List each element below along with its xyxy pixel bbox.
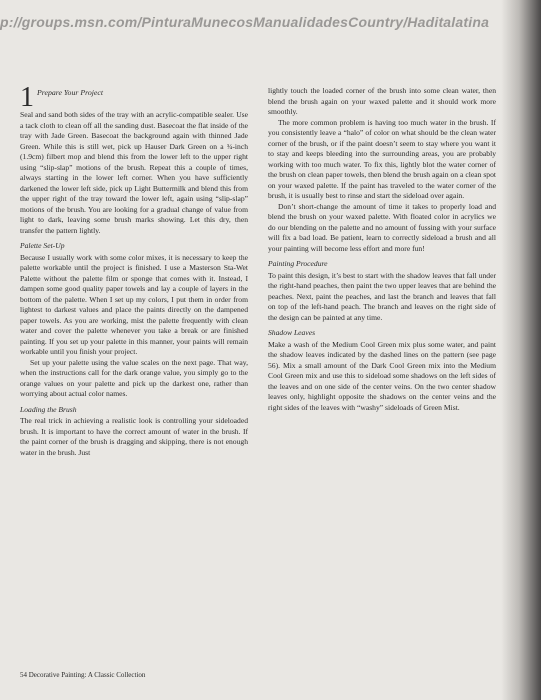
page-number: 54 bbox=[20, 671, 27, 679]
loading-paragraph-continued: lightly touch the loaded corner of the brush into some clean water, then blend the brush again on your waxed palette and it should work more smoothly. bbox=[268, 86, 496, 116]
loading-paragraph-1: The real trick in achieving a realistic look is controlling your sideloaded brush. It is important to have the correct amount of water in the brush. If the paint corner of the brush is dragging and skipping, there is not enough water in the brush. Just bbox=[20, 416, 248, 457]
left-column bbox=[20, 82, 248, 458]
shadow-leaves-paragraph: Make a wash of the Medium Cool Green mix plus some water, and paint the shadow leaves indicated by the dashed lines on the pattern (see page 56). Mix a small amount of the Dark Cool Green mix into the Medium Cool Green mix and use this to sideload some shadows on the left sides of the leaves and on one side of the center veins. On the two center shadow leaves only, highlight opposite the shadows on the center veins and the right sides of the leaves with “washy” sideloads of Green Mist. bbox=[268, 339, 496, 412]
procedure-paragraph: To paint this design, it’s best to start with the shadow leaves that fall under the right-hand peaches, then paint the two upper leaves that are behind the peaches. Next, paint the peaches, and last the branch and leaves that fall on top of the left-hand peach. The branch and leaves on the right side of the design can be painted at any time. bbox=[268, 270, 496, 322]
palette-heading: Palette Set-Up bbox=[20, 241, 65, 250]
url-watermark: p://groups.msn.com/PinturaMunecosManualidadesCountry/Haditalatina bbox=[0, 14, 490, 30]
palette-paragraph-1: Because I usually work with some color mixes, it is necessary to keep the palette workable until the project is finished. I use a Masterson Sta-Wet Palette without the palette film or sponge that comes with it. Instead, I dampen some good quality paper towels and lay a couple of layers in the bottom of the palette. When I set up my colors, I put them in order from lightest to darkest values and place the paints directly on the dampened paper towels. As you are working, mist the palette frequently with clean water and cover the palette whenever you take a break or are finished painting. If you set up your palette in this manner, your paints will remain workable until you finish your project. bbox=[20, 252, 248, 356]
right-column bbox=[268, 86, 496, 413]
loading-paragraph-3: Don’t short-change the amount of time it takes to properly load and blend the brush on your waxed palette. With floated color in acrylics we do our blending on the palette and no amount of fussing with your surface will fix a bad load. Be patient, learn to correctly sideload a brush and all your painting will become less effort and more fun! bbox=[268, 201, 496, 253]
step-intro: Seal and sand both sides of the tray with an acrylic-compatible sealer. Use a tack cloth to clean off all the sanding dust. Basecoat the flat inside of the tray with Jade Green. Basecoat the background again with thinned Jade Green. While this is still wet, pick up Hauser Dark Green on a ¾-inch (1.9cm) filbert mop and blend this from the lower left to the upper right using “slip-slap” motions of the brush. Repeat this a couple of times, always starting in the lower left corner. When you have sufficiently darkened the lower left side, pick up Light Buttermilk and blend this from the upper right of the tray toward the lower left, again using “slip-slap” motions of the brush. You are looking for a gradual change of value from light to dark, leaving some brush marks showing. Let this dry, then transfer the pattern lightly. bbox=[20, 110, 248, 235]
shadow-leaves-heading: Shadow Leaves bbox=[268, 328, 316, 337]
step-1 bbox=[20, 82, 248, 113]
procedure-heading: Painting Procedure bbox=[268, 259, 328, 268]
book-title: Decorative Painting: A Classic Collection bbox=[28, 671, 146, 679]
page-footer bbox=[20, 671, 145, 679]
palette-paragraph-2: Set up your palette using the value scales on the next page. That way, when the instructions call for the dark orange value, you simply go to the orange values on your palette and pick up the darkest one, rather than worrying about actual color names. bbox=[20, 357, 248, 398]
loading-heading: Loading the Brush bbox=[20, 404, 77, 414]
page-binding-shadow bbox=[501, 0, 541, 700]
step-title: Prepare Your Project bbox=[37, 88, 103, 97]
loading-paragraph-2: The more common problem is having too much water in the brush. If you consistently leave a “halo” of color on what should be the clean water corner of the brush, or if the paint doesn’t seem to stay where you want it to stay and keeps bleeding into the surrounding areas, you are probably working with too much water. To fix this, lightly blot the water corner of the brush on clean paper towels, then blend the brush again on a clean spot on your waxed palette. If the paint has traveled to the water corner of the brush, it is usually best to rinse and start the sideload over again. bbox=[268, 117, 496, 200]
step-number: 1 bbox=[20, 82, 34, 113]
